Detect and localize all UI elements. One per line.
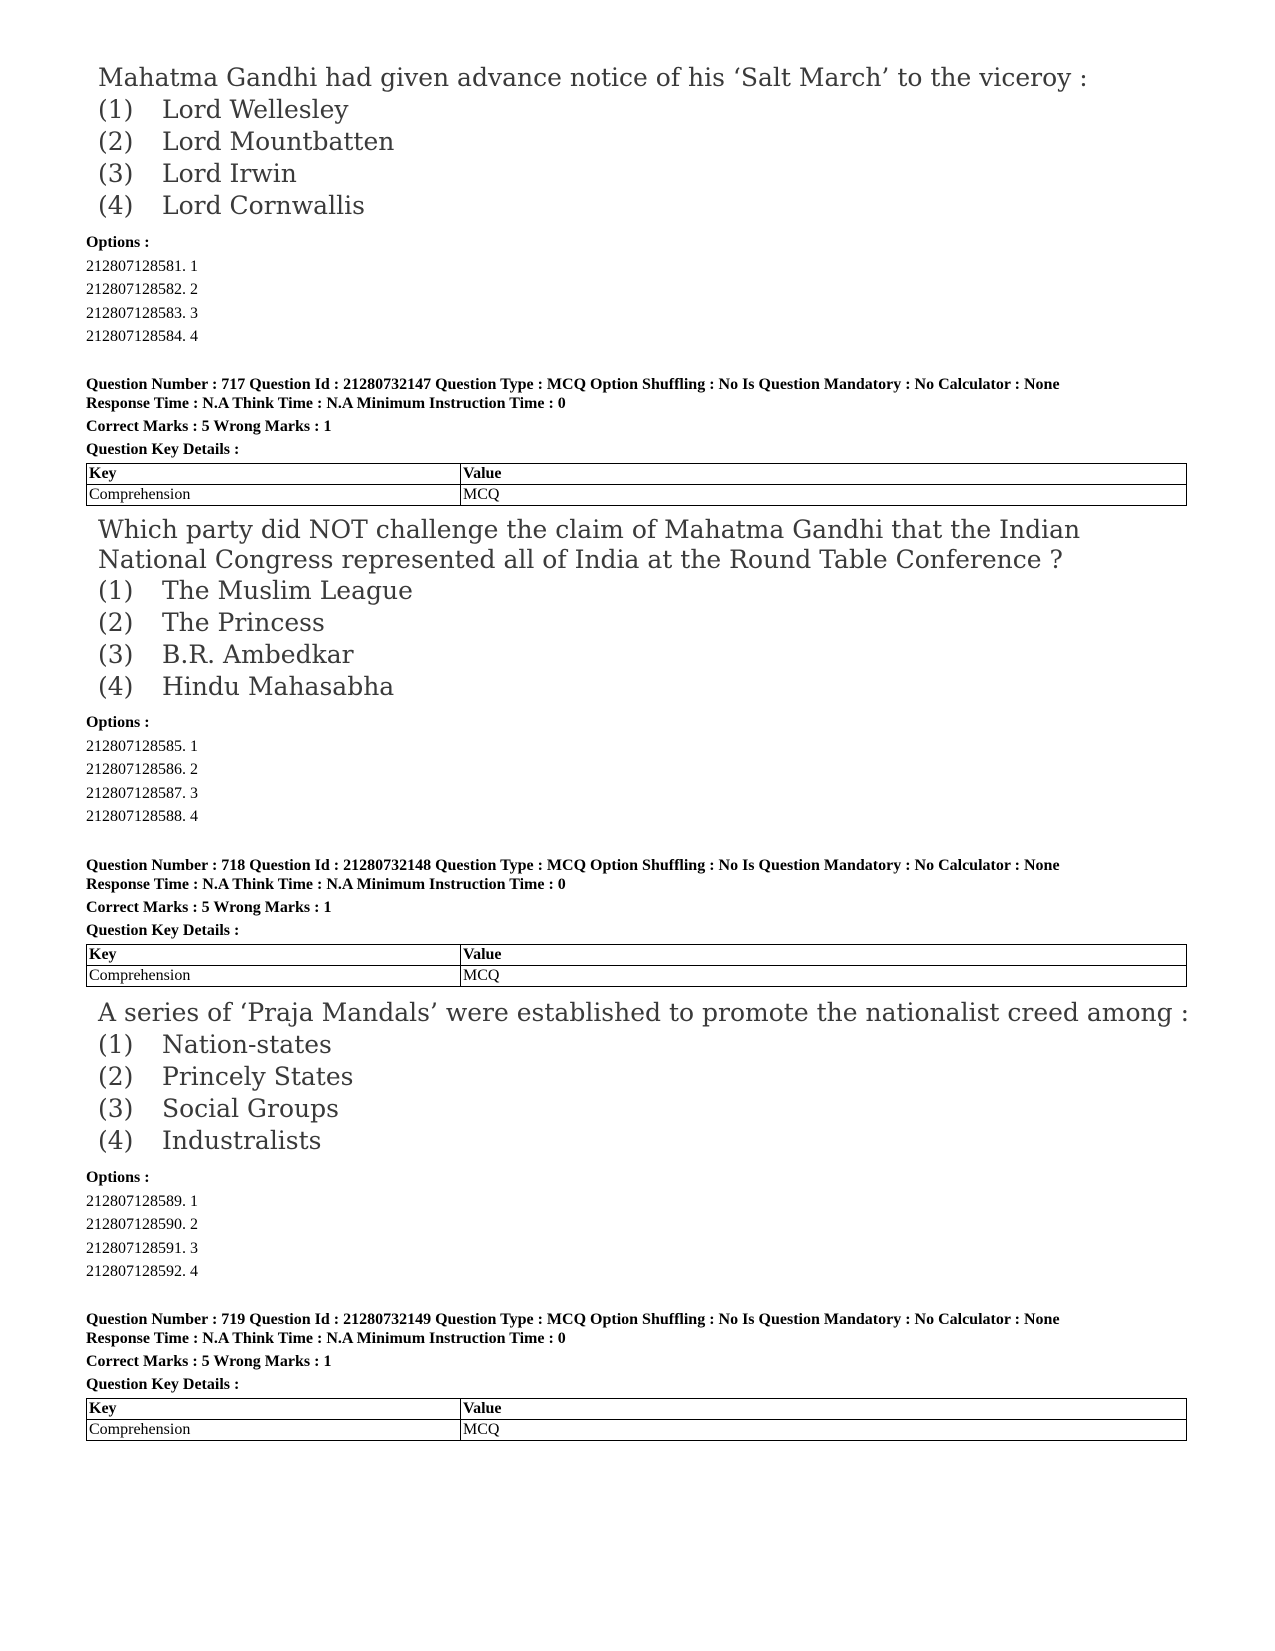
option-number: (3) — [98, 159, 134, 188]
options-label: Options : — [86, 1169, 150, 1186]
value-cell: MCQ — [461, 966, 1187, 987]
question-option — [98, 158, 1198, 190]
question-header-717 — [86, 375, 1060, 413]
question-image-716 — [98, 62, 1198, 222]
option-number: (1) — [98, 576, 134, 605]
question-header-line: Question Number : 719 Question Id : 21280732149 Question Type : MCQ Option Shuffling : No Is Question Mandatory : No Calculator : None — [86, 1311, 1060, 1328]
options-section-716 — [86, 231, 198, 349]
question-option — [98, 639, 1178, 671]
options-label: Options : — [86, 234, 150, 251]
key-header: Key — [87, 1399, 461, 1420]
key-header: Key — [87, 464, 461, 485]
question-image-718 — [98, 997, 1198, 1157]
option-text: Lord Irwin — [162, 159, 297, 188]
question-header-line: Question Number : 717 Question Id : 21280732147 Question Type : MCQ Option Shuffling : No Is Question Mandatory : No Calculator : None — [86, 376, 1060, 393]
option-number: (4) — [98, 672, 134, 701]
option-id: 212807128584. 4 — [86, 328, 198, 345]
options-section-718 — [86, 1166, 198, 1284]
value-header: Value — [461, 1399, 1187, 1420]
question-option — [98, 126, 1198, 158]
option-text: Hindu Mahasabha — [162, 672, 395, 701]
value-cell: MCQ — [461, 1420, 1187, 1441]
marks-line: Correct Marks : 5 Wrong Marks : 1 — [86, 418, 332, 435]
key-cell: Comprehension — [87, 1420, 461, 1441]
marks-line: Correct Marks : 5 Wrong Marks : 1 — [86, 899, 332, 916]
question-key-table — [86, 463, 1187, 506]
option-number: (1) — [98, 95, 134, 124]
option-number: (1) — [98, 1030, 134, 1059]
question-timing-line: Response Time : N.A Think Time : N.A Minimum Instruction Time : 0 — [86, 395, 566, 412]
option-number: (3) — [98, 640, 134, 669]
key-details-label: Question Key Details : — [86, 922, 240, 939]
question-stem: Which party did NOT challenge the claim of Mahatma Gandhi that the Indian National Congress represented all of India at the Round Table Conference ? — [98, 515, 1081, 574]
question-option — [98, 1029, 1198, 1061]
question-header-line: Question Number : 718 Question Id : 21280732148 Question Type : MCQ Option Shuffling : No Is Question Mandatory : No Calculator : None — [86, 857, 1060, 874]
option-text: Lord Mountbatten — [162, 127, 395, 156]
option-text: The Muslim League — [162, 576, 413, 605]
question-image-717 — [98, 515, 1178, 703]
option-id: 212807128592. 4 — [86, 1263, 198, 1280]
option-text: Princely States — [162, 1062, 354, 1091]
key-header: Key — [87, 945, 461, 966]
question-header-719 — [86, 1310, 1060, 1348]
question-option — [98, 190, 1198, 222]
option-id: 212807128586. 2 — [86, 761, 198, 778]
option-id: 212807128589. 1 — [86, 1192, 198, 1210]
question-timing-line: Response Time : N.A Think Time : N.A Minimum Instruction Time : 0 — [86, 1330, 566, 1347]
option-text: Social Groups — [162, 1094, 339, 1123]
options-section-717 — [86, 711, 198, 829]
question-key-table — [86, 944, 1187, 987]
option-text: Nation-states — [162, 1030, 332, 1059]
option-number: (2) — [98, 608, 134, 637]
value-cell: MCQ — [461, 485, 1187, 506]
question-key-table — [86, 1398, 1187, 1441]
question-stem: A series of ‘Praja Mandals’ were established to promote the nationalist creed among : — [98, 998, 1190, 1027]
option-text: Lord Wellesley — [162, 95, 349, 124]
question-option — [98, 94, 1198, 126]
key-cell: Comprehension — [87, 966, 461, 987]
key-details-label: Question Key Details : — [86, 441, 240, 458]
question-option — [98, 1093, 1198, 1125]
option-number: (4) — [98, 191, 134, 220]
option-id: 212807128583. 3 — [86, 304, 198, 322]
option-id: 212807128588. 4 — [86, 808, 198, 825]
marks-line: Correct Marks : 5 Wrong Marks : 1 — [86, 1353, 332, 1370]
option-id: 212807128585. 1 — [86, 737, 198, 755]
options-label: Options : — [86, 714, 150, 731]
option-text: The Princess — [162, 608, 325, 637]
question-option — [98, 607, 1178, 639]
question-option — [98, 1061, 1198, 1093]
question-stem: Mahatma Gandhi had given advance notice of his ‘Salt March’ to the viceroy : — [98, 63, 1088, 92]
option-id: 212807128582. 2 — [86, 281, 198, 298]
option-number: (3) — [98, 1094, 134, 1123]
question-timing-line: Response Time : N.A Think Time : N.A Minimum Instruction Time : 0 — [86, 876, 566, 893]
question-option — [98, 575, 1178, 607]
option-number: (4) — [98, 1126, 134, 1155]
option-id: 212807128590. 2 — [86, 1216, 198, 1233]
option-text: Industralists — [162, 1126, 322, 1155]
option-text: B.R. Ambedkar — [162, 640, 354, 669]
question-option — [98, 1125, 1198, 1157]
option-text: Lord Cornwallis — [162, 191, 365, 220]
key-details-label: Question Key Details : — [86, 1376, 240, 1393]
question-header-718 — [86, 856, 1060, 894]
option-number: (2) — [98, 1062, 134, 1091]
value-header: Value — [461, 464, 1187, 485]
option-id: 212807128591. 3 — [86, 1239, 198, 1257]
option-number: (2) — [98, 127, 134, 156]
value-header: Value — [461, 945, 1187, 966]
option-id: 212807128581. 1 — [86, 257, 198, 275]
option-id: 212807128587. 3 — [86, 784, 198, 802]
question-option — [98, 671, 1178, 703]
key-cell: Comprehension — [87, 485, 461, 506]
